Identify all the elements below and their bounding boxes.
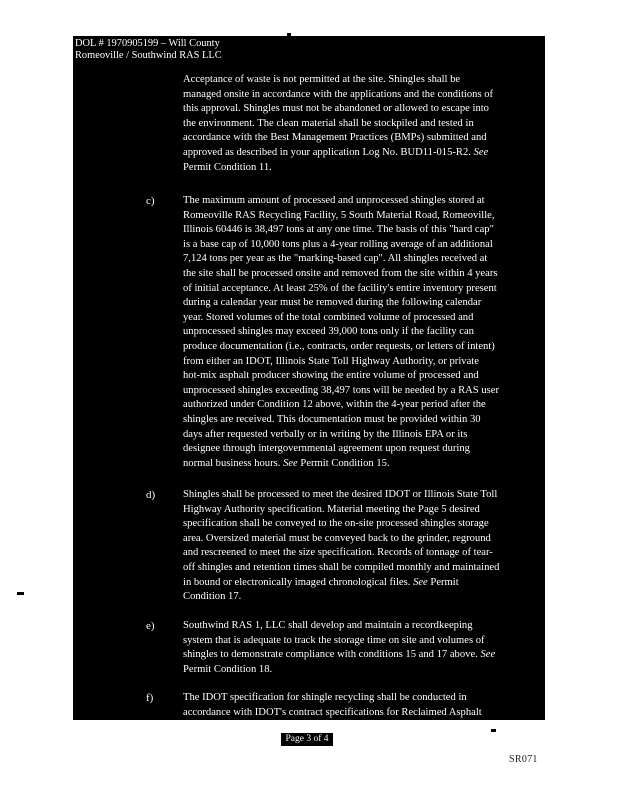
item-marker-e: e) [146, 620, 155, 632]
paragraph-line: Shingles shall be processed to meet the desired IDOT or Illinois State Toll [183, 489, 498, 500]
paragraph-line-text: approved as described in your application Log No. BUD11-015-R2. [183, 146, 471, 158]
paragraph-line: designee through intergovernmental agreement upon request during [183, 443, 470, 455]
paragraph-line: during a calendar year must be removed during the following calendar [183, 297, 482, 309]
header-dol-number: DOL # 1970905199 – Will County [75, 38, 220, 49]
paragraph-line: Romeoville RAS Recycling Facility, 5 South Material Road, Romeoville, [183, 209, 495, 221]
paragraph-line: off shingles and retention times shall be compiled monthly and maintained [183, 561, 500, 573]
paragraph-line: Highway Authority specification. Material meeting the Page 5 desired [183, 503, 480, 515]
paragraph-line: and rescreened to meet the size specification. Records of tonnage of tear- [183, 547, 493, 559]
scan-artifact [17, 592, 24, 595]
paragraph-line: year. Stored volumes of the total combined volume of processed and [183, 311, 474, 323]
paragraph-line: the site shall be processed onsite and removed from the site within 4 years [183, 267, 498, 279]
see-reference: See [283, 457, 298, 469]
condition-reference: Permit [430, 576, 459, 588]
paragraph-line: managed onsite in accordance with the applications and the conditions of [183, 88, 494, 100]
condition-reference: Permit Condition 18. [183, 663, 273, 675]
paragraph-line [183, 576, 537, 591]
paragraph-line [183, 648, 537, 663]
paragraph-line: accordance with the Best Management Practices (BMPs) submitted and [183, 132, 487, 144]
bates-stamp: SR071 [509, 754, 538, 765]
paragraph-line: area. Oversized material must be conveyed back to the grinder, reground [183, 532, 491, 544]
item-marker-d: d) [146, 489, 156, 501]
see-reference: See [480, 649, 496, 661]
paragraph-line-text: normal business hours. [183, 457, 281, 469]
paragraph-line: 7,124 tons per year as the "marking-based cap". All shingles received at [183, 253, 488, 265]
paragraph-line-text: in bound or electronically imaged chronological files. [183, 576, 411, 588]
paragraph-line: specification shall be conveyed to the on-site processed shingles storage [183, 518, 489, 530]
paragraph-line: is a base cap of 10,000 tons plus a 4-year rolling average of an additional [183, 238, 493, 250]
paragraph-line: accordance with IDOT's contract specifications for Reclaimed Asphalt [183, 706, 482, 718]
paragraph-line [183, 146, 537, 161]
item-d-text [183, 488, 537, 605]
scanned-page-block [73, 36, 545, 720]
paragraph-line: the environment. The clean material shall be stockpiled and tested in [183, 117, 474, 129]
paragraph-line: The IDOT specification for shingle recycling shall be conducted in [183, 692, 467, 703]
paragraph-line: hot-mix asphalt producer showing the entire volume of processed and [183, 370, 479, 382]
item-marker-c: c) [146, 195, 155, 207]
document-header [75, 38, 222, 61]
paragraph-line: this approval. Shingles must not be abandoned or allowed to escape into [183, 103, 489, 115]
paragraph-line: days after requested verbally or in writing by the Illinois EPA or its [183, 428, 468, 440]
paragraph-line-text: shingles to demonstrate compliance with conditions 15 and 17 above. [183, 649, 478, 661]
continued-paragraph [183, 73, 537, 175]
item-f-text [183, 691, 537, 720]
paragraph-line: unprocessed shingles may exceed 39,000 tons only if the facility can [183, 326, 474, 338]
paragraph-line: produce documentation (i.e., contracts, order requests, or letters of intent) [183, 340, 495, 352]
paragraph-line: Southwind RAS 1, LLC shall develop and maintain a recordkeeping [183, 620, 473, 631]
paragraph-line [183, 457, 537, 472]
item-marker-f: f) [146, 692, 154, 704]
paragraph-line: from either an IDOT, Illinois State Toll Highway Authority, or private [183, 355, 479, 367]
paragraph-line: of initial acceptance. At least 25% of the facility's entire inventory present [183, 282, 497, 294]
see-reference: See [413, 576, 428, 588]
paragraph-line: Acceptance of waste is not permitted at the site. Shingles shall be [183, 74, 461, 85]
scan-artifact [287, 33, 291, 37]
item-c-text [183, 194, 537, 471]
paragraph-line: authorized under Condition 12 above, within the 4-year period after the [183, 399, 486, 411]
paragraph-line: shingles are received. This documentation must be provided within 30 [183, 413, 481, 425]
condition-reference: Permit Condition 11. [183, 161, 272, 173]
scan-artifact [491, 729, 496, 732]
paragraph-line: The maximum amount of processed and unprocessed shingles stored at [183, 195, 485, 206]
condition-reference: Condition 17. [183, 591, 242, 603]
paragraph-line: Illinois 60446 is 38,497 tons at any one time. The basis of this "hard cap" [183, 224, 494, 236]
item-e-text [183, 619, 537, 677]
paragraph-line: unprocessed shingles exceeding 38,497 tons will be needed by a RAS user [183, 384, 499, 396]
header-facility-name: Romeoville / Southwind RAS LLC [75, 49, 222, 61]
page-number-label: Page 3 of 4 [281, 733, 333, 746]
paragraph-line: system that is adequate to track the storage time on site and volumes of [183, 634, 485, 646]
condition-reference: Permit Condition 15. [300, 457, 390, 469]
see-reference: See [473, 146, 489, 158]
